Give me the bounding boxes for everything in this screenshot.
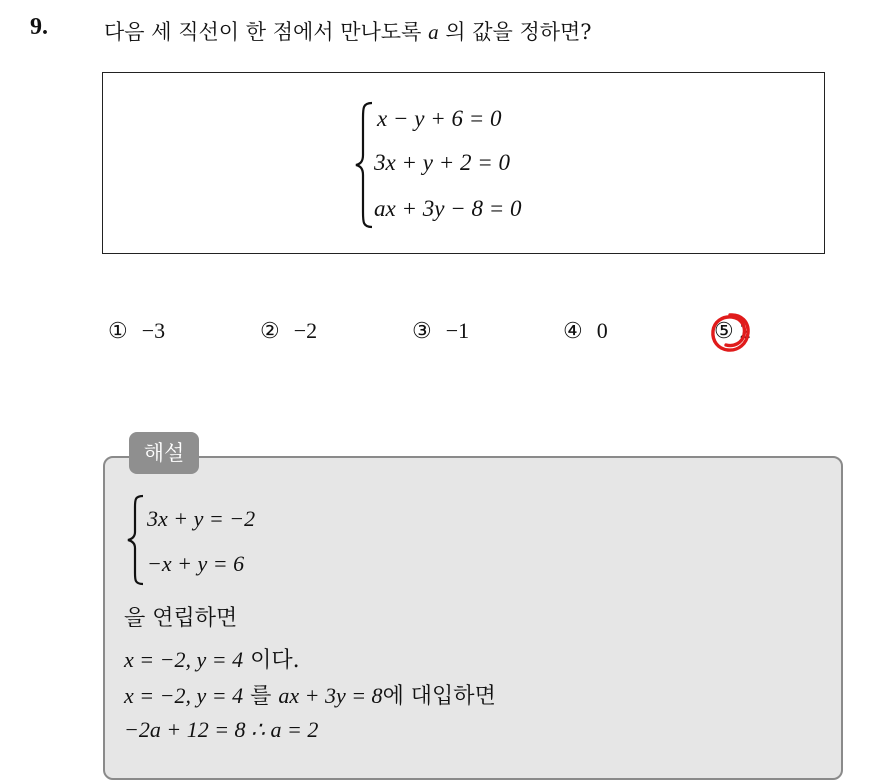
choice-2-symbol: ② [260,319,280,344]
question-number: 9. [30,14,48,40]
choice-1-symbol: ① [108,319,128,344]
equation-2: 3x + y + 2 = 0 [374,150,510,175]
choice-4-value: 0 [596,318,608,343]
choice-4-symbol: ④ [563,319,583,344]
choice-3-symbol: ③ [412,319,432,344]
solution-line-4: −2a + 12 = 8 ∴ a = 2 [124,717,319,742]
choice-5-value: 2 [739,318,751,343]
equation-3: ax + 3y − 8 = 0 [374,196,522,221]
solution-line-3-text-b: 에 대입하면 [382,684,496,709]
solution-line-1-text: 을 연립하면 [124,606,238,631]
solution-line-2-text: 이다. [243,648,300,673]
question-text-before: 다음 세 직선이 한 점에서 만나도록 [104,20,429,44]
question-text-after: 의 값을 정하면? [438,20,592,44]
choice-4[interactable] [563,318,608,344]
question-variable: a [428,20,439,44]
system-brace [354,100,376,230]
equation-1: x − y + 6 = 0 [377,106,502,131]
solution-line-2-math: x = −2, y = 4 [124,647,244,672]
solution-line-2 [124,643,300,674]
choice-1[interactable] [108,318,165,344]
solution-system-1: 3x + y = −2 [147,506,256,531]
choice-5-symbol: ⑤ [714,319,734,344]
choice-3-value: −1 [445,318,470,343]
question-text [104,16,592,46]
choice-2[interactable] [260,318,317,344]
choice-1-value: −3 [141,318,166,343]
choice-3[interactable] [412,318,469,344]
solution-brace [126,494,146,586]
choice-2-value: −2 [293,318,318,343]
solution-line-1 [124,601,237,632]
solution-line-3-math-a: x = −2, y = 4 [124,683,244,708]
answer-circle-icon [705,308,755,358]
solution-line-3-text-a: 를 [243,684,279,709]
solution-label: 해설 [129,432,199,474]
solution-system-2: −x + y = 6 [147,551,245,576]
solution-line-3 [124,679,496,710]
solution-line-3-math-b: ax + 3y = 8 [278,683,383,708]
